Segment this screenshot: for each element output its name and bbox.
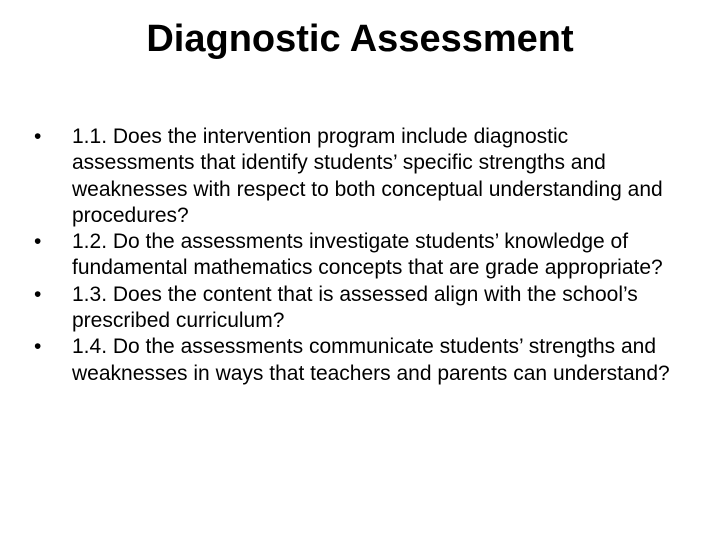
bullet-text: 1.2. Do the assessments investigate students’ knowledge of fundamental mathematics concepts that are grade appropriate? — [72, 230, 663, 280]
bullet-dot-icon: • — [34, 230, 42, 254]
bullet-item — [28, 334, 678, 387]
bullet-dot-icon: • — [34, 282, 42, 306]
bullet-dot-icon: • — [34, 335, 42, 359]
bullet-item — [28, 282, 678, 335]
bullet-list — [28, 124, 678, 387]
bullet-text: 1.4. Do the assessments communicate students’ strengths and weaknesses in ways that teachers and parents can understand? — [72, 335, 670, 385]
slide-title: Diagnostic Assessment — [146, 18, 574, 60]
bullet-dot-icon: • — [34, 125, 42, 148]
bullet-text: 1.1. Does the intervention program include diagnostic assessments that identify students’ specific strengths and weaknesses with respect to both conceptual understanding and procedures? — [72, 125, 663, 227]
bullet-text: 1.3. Does the content that is assessed align with the school’s prescribed curriculum? — [72, 282, 638, 333]
bullet-item — [28, 124, 678, 229]
bullet-item — [28, 229, 678, 282]
